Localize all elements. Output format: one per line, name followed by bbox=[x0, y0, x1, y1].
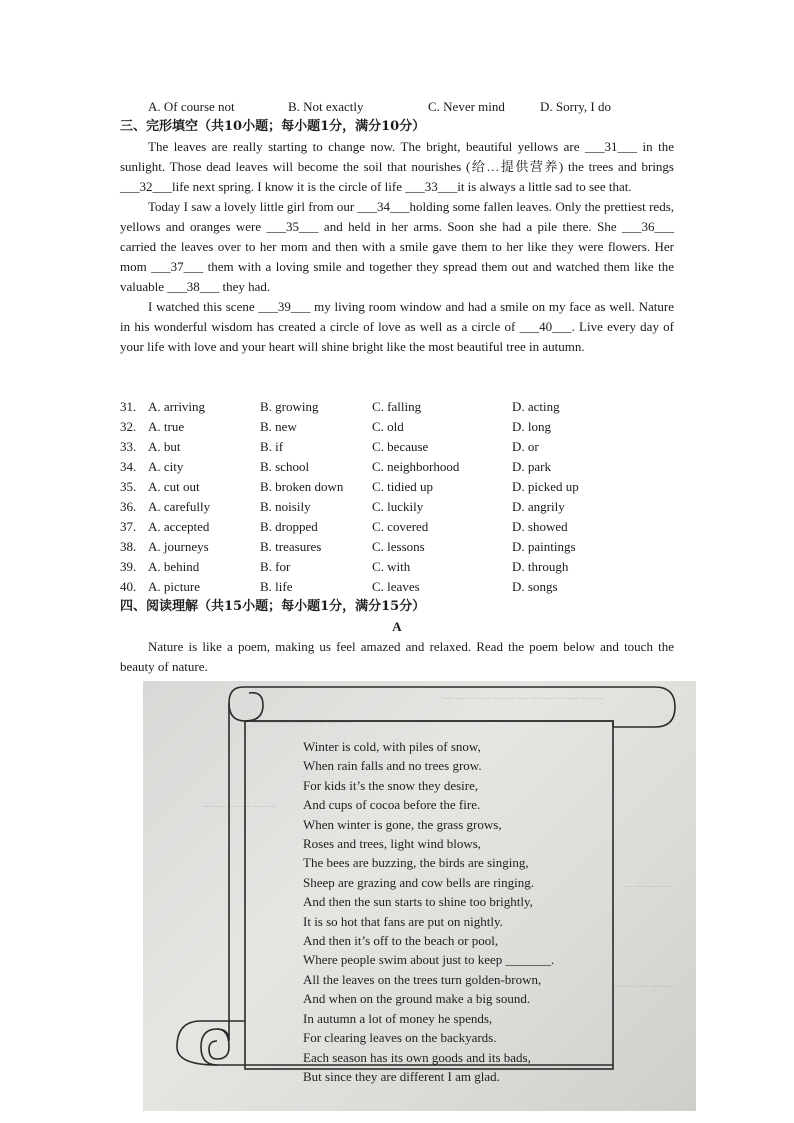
cloze-paragraph-2: Today I saw a lovely little girl from our ___34___holding some fallen leaves. Only the prettiest reds, yellows and oranges were ___35___ and held in her arms. Soon she had a pile there. She ___36___ carried the leaves over to her mom and then with a smile gave them to her like they were flowers. Her mom ___37___ them with a loving smile and together they spread them out and watched them like the valuable ___38___ they had. bbox=[120, 199, 674, 294]
passage-label: A bbox=[392, 619, 402, 634]
option-a: A. accepted bbox=[148, 519, 210, 534]
question-number: 34. bbox=[120, 459, 137, 474]
poem-text bbox=[303, 737, 593, 1086]
option-c: C. because bbox=[372, 439, 429, 454]
poem-line: Roses and trees, light wind blows, bbox=[303, 836, 482, 852]
option-b: B. school bbox=[260, 459, 310, 474]
poem-line: When winter is gone, the grass grows, bbox=[303, 816, 502, 832]
option-d: D. showed bbox=[512, 519, 568, 534]
reading-intro: Nature is like a poem, making us feel amazed and relaxed. Read the poem below and touch the beauty of nature. bbox=[120, 639, 674, 674]
cloze-passage bbox=[120, 137, 674, 357]
poem-line: And cups of cocoa before the fire. bbox=[303, 797, 481, 813]
option-c: C. tidied up bbox=[372, 479, 434, 494]
question-number: 37. bbox=[120, 519, 137, 534]
bleed-through-marks: — — — — — — — — — — — — — bbox=[443, 693, 603, 704]
option-c: C. lessons bbox=[372, 539, 425, 554]
option-c: C. covered bbox=[372, 519, 429, 534]
poem-line: All the leaves on the trees turn golden-brown, bbox=[303, 971, 542, 987]
poem-line: And then the sun starts to shine too brightly, bbox=[303, 894, 533, 910]
option-b: B. broken down bbox=[260, 479, 344, 494]
question-number: 40. bbox=[120, 579, 137, 594]
option-c: C. old bbox=[372, 419, 404, 434]
option-d: D. acting bbox=[512, 399, 560, 414]
prev-option-c: C. Never mind bbox=[428, 99, 505, 114]
question-number: 32. bbox=[120, 419, 137, 434]
previous-question-options bbox=[148, 97, 688, 117]
poem-line: Winter is cold, with piles of snow, bbox=[303, 739, 481, 754]
question-number: 35. bbox=[120, 479, 137, 494]
bleed-through-marks: — — — — bbox=[623, 881, 671, 892]
poem-line: For kids it’s the snow they desire, bbox=[303, 777, 479, 793]
poem-line: And then it’s off to the beach or pool, bbox=[303, 933, 499, 949]
poem-line: For clearing leaves on the backyards. bbox=[303, 1030, 497, 1046]
cloze-paragraph-1: The leaves are really starting to change now. The bright, beautiful yellows are ___31___ in the sunlight. Those dead leaves will become the soil that nourishes (给…提供营养) the trees and brings ___32___life next spring. I know it is the circle of life ___33___it is always a little sad to see that. bbox=[120, 139, 674, 194]
option-c: C. falling bbox=[372, 399, 422, 414]
option-d: D. through bbox=[512, 559, 569, 574]
poem-line: The bees are buzzing, the birds are singing, bbox=[303, 855, 529, 871]
option-a: A. true bbox=[148, 419, 185, 434]
option-c: C. neighborhood bbox=[372, 459, 460, 474]
option-d: D. paintings bbox=[512, 539, 576, 554]
question-number: 31. bbox=[120, 399, 137, 414]
option-d: D. park bbox=[512, 459, 551, 474]
option-a: A. journeys bbox=[148, 539, 209, 554]
prev-option-a: A. Of course not bbox=[148, 99, 235, 114]
option-a: A. picture bbox=[148, 579, 200, 594]
option-d: D. songs bbox=[512, 579, 558, 594]
poem-line: When rain falls and no trees grow. bbox=[303, 758, 482, 774]
prev-option-b: B. Not exactly bbox=[288, 99, 364, 114]
poem-line: Sheep are grazing and cow bells are ringing. bbox=[303, 874, 535, 890]
question-number: 36. bbox=[120, 499, 137, 514]
poem-photo bbox=[143, 681, 696, 1111]
option-d: D. picked up bbox=[512, 479, 579, 494]
option-a: A. cut out bbox=[148, 479, 200, 494]
option-b: B. new bbox=[260, 419, 297, 434]
poem-line: It is so hot that fans are put on nightly. bbox=[303, 913, 503, 929]
poem-line: Where people swim about just to keep _______. bbox=[303, 952, 555, 968]
question-number: 39. bbox=[120, 559, 137, 574]
option-a: A. but bbox=[148, 439, 181, 454]
option-d: D. angrily bbox=[512, 499, 565, 514]
option-b: B. for bbox=[260, 559, 291, 574]
poem-line: And when on the ground make a big sound. bbox=[303, 991, 531, 1007]
option-a: A. carefully bbox=[148, 499, 211, 514]
option-a: A. behind bbox=[148, 559, 200, 574]
prev-option-d: D. Sorry, I do bbox=[540, 99, 612, 114]
bleed-through-marks: — — — — — — — — bbox=[253, 717, 351, 728]
bleed-through-marks: — — — — — — bbox=[203, 801, 276, 812]
option-b: B. treasures bbox=[260, 539, 322, 554]
option-c: C. luckily bbox=[372, 499, 424, 514]
section-heading-reading: 四、阅读理解（共15小题；每小题1分，满分15分） bbox=[120, 599, 426, 614]
option-a: A. arriving bbox=[148, 399, 206, 414]
option-c: C. with bbox=[372, 559, 411, 574]
option-a: A. city bbox=[148, 459, 184, 474]
question-number: 33. bbox=[120, 439, 137, 454]
option-b: B. noisily bbox=[260, 499, 311, 514]
question-number: 38. bbox=[120, 539, 137, 554]
option-c: C. leaves bbox=[372, 579, 420, 594]
option-b: B. growing bbox=[260, 399, 319, 414]
cloze-paragraph-3: I watched this scene ___39___ my living room window and had a smile on my face as well. Nature in his wonderful wisdom has created a circle of love as well as a circle of ___40___. Live every day of your life with love and your heart will shine bright like the most beautiful tree in autumn. bbox=[120, 299, 674, 354]
option-d: D. or bbox=[512, 439, 539, 454]
option-b: B. dropped bbox=[260, 519, 318, 534]
poem-line: In autumn a lot of money he spends, bbox=[303, 1010, 493, 1026]
option-b: B. if bbox=[260, 439, 284, 454]
option-b: B. life bbox=[260, 579, 293, 594]
poem-line: But since they are different I am glad. bbox=[303, 1068, 500, 1084]
section-heading-cloze: 三、完形填空（共10小题；每小题1分，满分10分） bbox=[120, 119, 426, 134]
bleed-through-marks: — — — — — bbox=[613, 981, 673, 992]
option-d: D. long bbox=[512, 419, 551, 434]
poem-line: Each season has its own goods and its bads, bbox=[303, 1049, 531, 1065]
